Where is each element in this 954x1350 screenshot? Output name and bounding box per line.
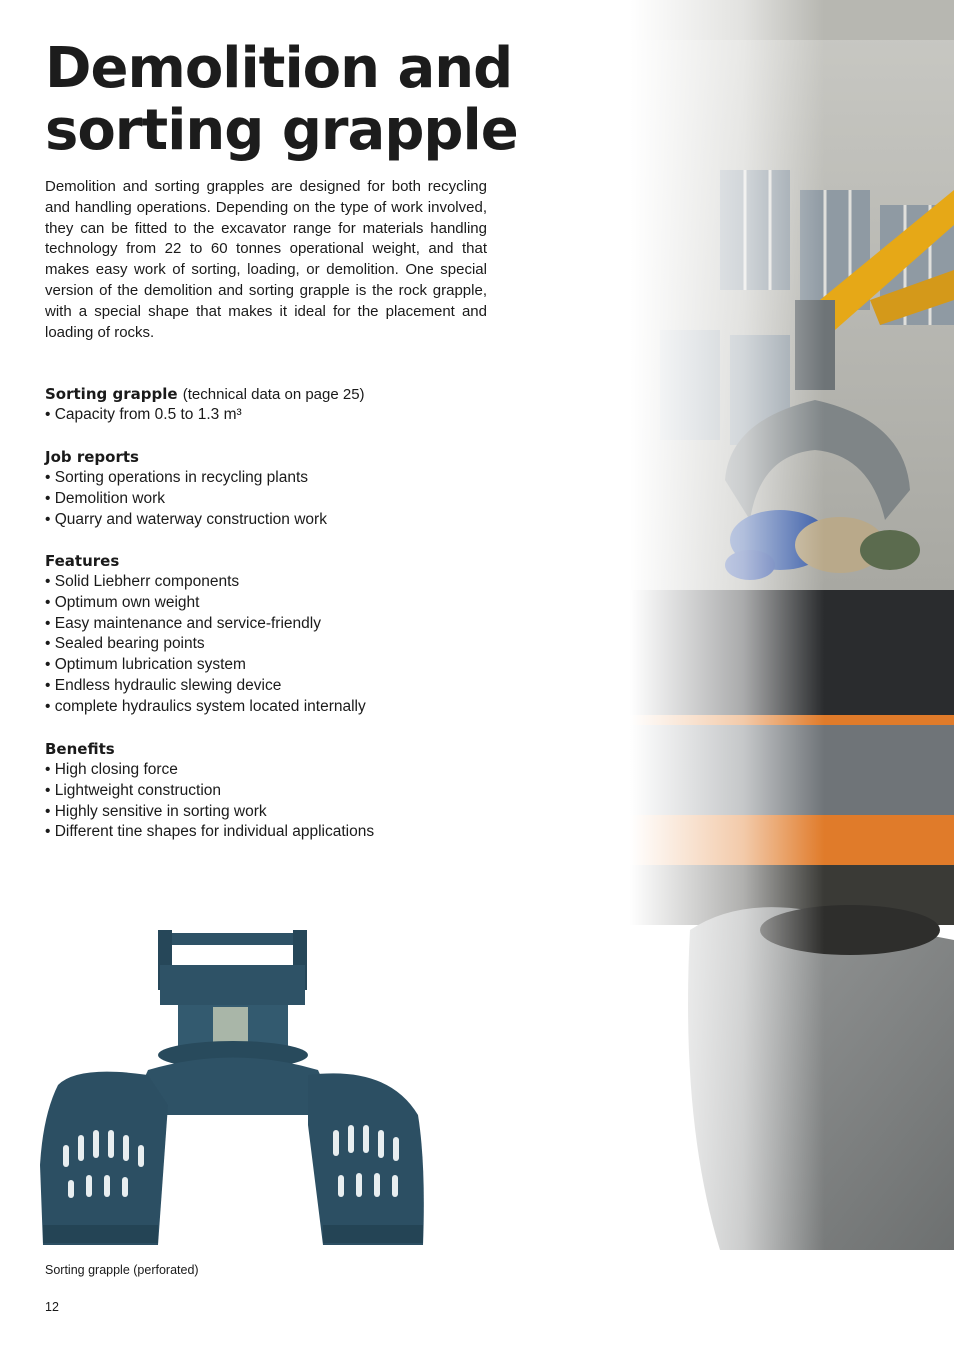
grapple-plate (213, 1007, 248, 1045)
section-heading: Job reports (45, 448, 139, 466)
section-job-reports (45, 447, 505, 530)
list-item: • Highly sensitive in sorting work (45, 802, 505, 823)
list-item: • Easy maintenance and service-friendly (45, 614, 505, 635)
list-item: • Lightweight construction (45, 781, 505, 802)
left-shell-edge (43, 1225, 158, 1243)
list-item: • complete hydraulics system located internally (45, 697, 505, 718)
page-number: 12 (45, 1300, 59, 1314)
list-item: • Sealed bearing points (45, 634, 505, 655)
list-item: • Demolition work (45, 489, 505, 510)
title-line-1: Demolition and (45, 36, 513, 101)
section-heading: Features (45, 552, 120, 570)
heading-text: Sorting grapple (45, 385, 178, 403)
title-line-2: sorting grapple (45, 98, 518, 163)
grapple-top-pin (163, 933, 303, 945)
heading-note: (technical data on page 25) (182, 386, 365, 403)
list-item: • Capacity from 0.5 to 1.3 m³ (45, 405, 505, 426)
bullet-list (45, 405, 505, 426)
list-item: • High closing force (45, 760, 505, 781)
list-item: • Endless hydraulic slewing device (45, 676, 505, 697)
right-shell-edge (323, 1225, 423, 1243)
grapple-right-shell (308, 1073, 424, 1245)
sorting-grapple-image (38, 925, 428, 1255)
section-sorting-grapple (45, 384, 505, 426)
image-caption: Sorting grapple (perforated) (45, 1263, 199, 1277)
recycling-hall-photo (630, 0, 954, 1260)
section-benefits (45, 739, 505, 843)
photo-fade (630, 0, 954, 1260)
bullet-list (45, 760, 505, 843)
section-heading: Benefits (45, 740, 115, 758)
list-item: • Optimum own weight (45, 593, 505, 614)
section-heading (45, 384, 505, 405)
grapple-mount (160, 965, 305, 1005)
list-item: • Different tine shapes for individual applications (45, 822, 505, 843)
list-item: • Solid Liebherr components (45, 572, 505, 593)
bullet-list (45, 468, 505, 530)
grapple-left-shell (40, 1072, 168, 1245)
list-item: • Quarry and waterway construction work (45, 510, 505, 531)
page-title (45, 38, 565, 162)
list-item: • Optimum lubrication system (45, 655, 505, 676)
bullet-list (45, 572, 505, 718)
section-features (45, 551, 505, 718)
list-item: • Sorting operations in recycling plants (45, 468, 505, 489)
intro-paragraph: Demolition and sorting grapples are designed for both recycling and handling operations. Depending on the type of work involved, they can be fitted to the excavator range for materials handling technology from 22 to 60 tonnes operational weight, and that makes easy work of sorting, loading, or demolition. One special version of the demolition and sorting grapple is the rock grapple, with a special shape that makes it ideal for the placement and loading of rocks. (45, 178, 487, 341)
